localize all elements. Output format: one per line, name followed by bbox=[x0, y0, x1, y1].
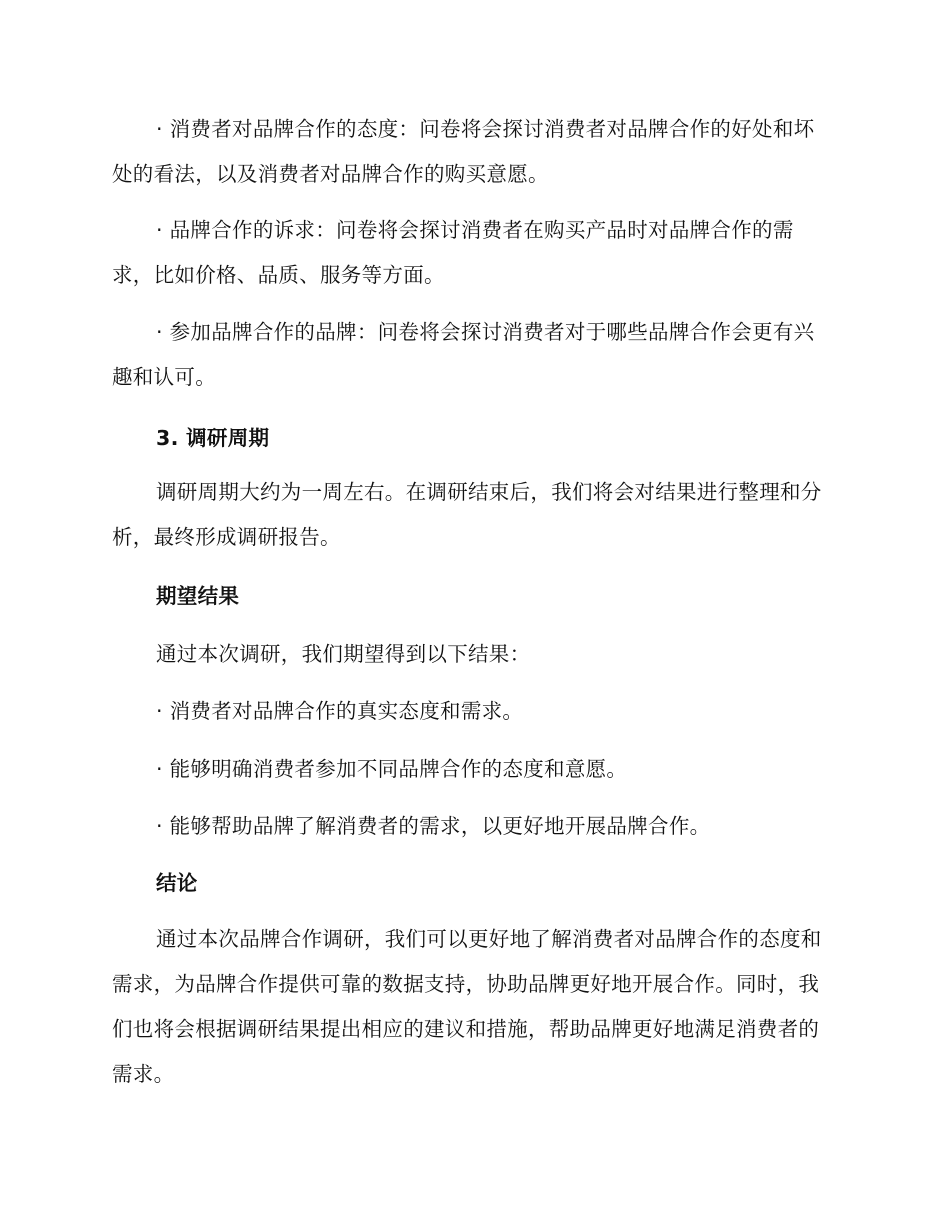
heading-research-cycle: 3. 调研周期 bbox=[156, 426, 270, 450]
bullet-demands: · 品牌合作的诉求：问卷将会探讨消费者在购买产品时对品牌合作的需求，比如价格、品质、服务等方面。 bbox=[112, 218, 794, 287]
heading-conclusion: 结论 bbox=[156, 871, 198, 895]
bullet-help-brands: · 能够帮助品牌了解消费者的需求，以更好地开展品牌合作。 bbox=[156, 814, 711, 838]
paragraph-conclusion: 通过本次品牌合作调研，我们可以更好地了解消费者对品牌合作的态度和需求，为品牌合作提供可靠的数据支持，协助品牌更好地开展合作。同时，我们也将会根据调研结果提出相应的建议和措施，帮助品牌更好地满足消费者的需求。 bbox=[112, 927, 822, 1086]
heading-expected-results: 期望结果 bbox=[156, 584, 240, 608]
paragraph-expected-intro: 通过本次调研，我们期望得到以下结果： bbox=[156, 642, 531, 666]
bullet-clarify-willingness: · 能够明确消费者参加不同品牌合作的态度和意愿。 bbox=[156, 757, 628, 781]
bullet-brands: · 参加品牌合作的品牌：问卷将会探讨消费者对于哪些品牌合作会更有兴趣和认可。 bbox=[112, 320, 815, 389]
bullet-attitude: · 消费者对品牌合作的态度：问卷将会探讨消费者对品牌合作的好处和坏处的看法，以及消费者对品牌合作的购买意愿。 bbox=[112, 117, 815, 186]
paragraph-research-cycle: 调研周期大约为一周左右。在调研结束后，我们将会对结果进行整理和分析，最终形成调研报告。 bbox=[112, 480, 822, 549]
bullet-true-attitude: · 消费者对品牌合作的真实态度和需求。 bbox=[156, 699, 524, 723]
